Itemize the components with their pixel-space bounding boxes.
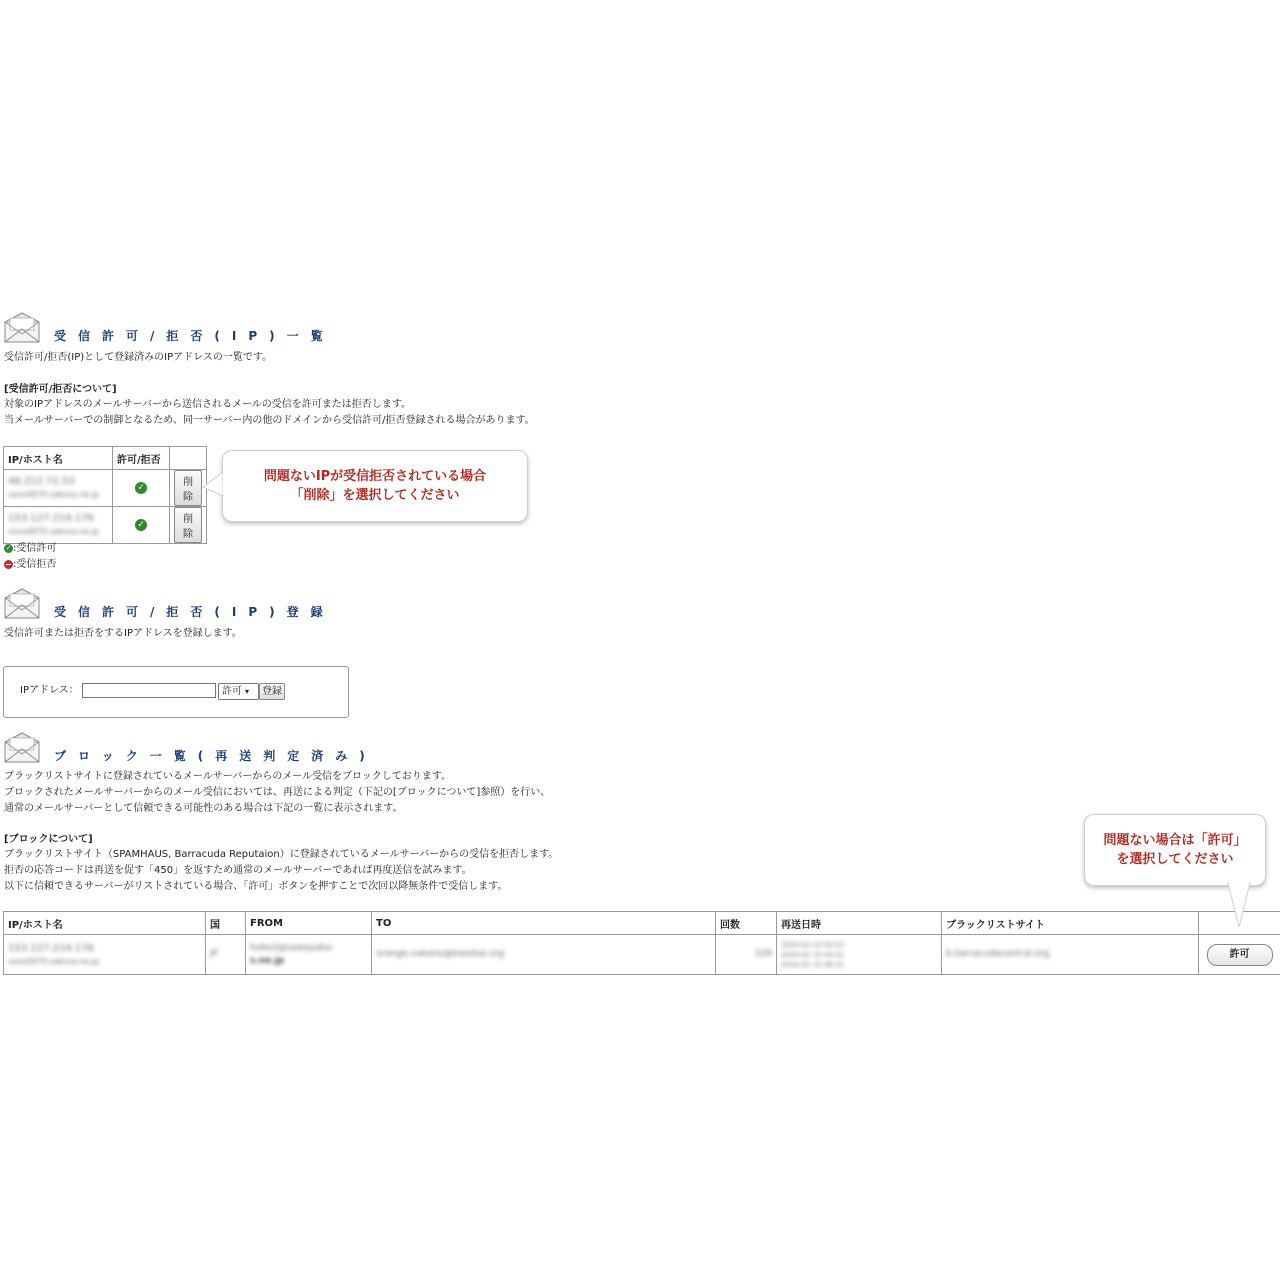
table-row [4, 935, 1280, 975]
legend-allow: ✓ :受信許可 [5, 543, 57, 554]
ip-list-table [3, 446, 207, 544]
delete-button[interactable]: 削除 [174, 470, 202, 506]
section2-description: 受信許可または拒否をするIPアドレスを登録します。 [4, 628, 242, 639]
action-cell [170, 507, 207, 544]
callout-pointer [1226, 881, 1254, 931]
col-to-header: TO [372, 912, 716, 935]
ip-cell [4, 470, 113, 507]
table-row [4, 470, 207, 507]
table-header-row [4, 912, 1280, 935]
host-text: xxxx0070.sakura.ne.jp [8, 490, 99, 499]
check-icon: ✓ [135, 519, 147, 531]
col-from-header: FROM [246, 912, 372, 935]
col-resend-header: 再送日時 [777, 912, 942, 935]
ip-text: 46.212.72.53 [8, 476, 75, 487]
table-header-row [4, 447, 207, 470]
col-action-header [170, 447, 207, 470]
host-text: xxxx0070.sakura.ne.jp [8, 527, 99, 536]
envelope-icon [4, 732, 40, 764]
resend-cell: 2024-01-14 03:22 2024-01-15 04:22 2024-01-15 06:31 [777, 935, 942, 975]
section3-header [4, 728, 377, 764]
ip-text: 153.127.214.176 [8, 942, 94, 954]
section3-about-line2: 拒否の応答コードは再送を促す「450」を返すため通常のメールサーバーであれば再度送信を試みます。 [4, 865, 472, 876]
col-ip-header: IP/ホスト名 [4, 912, 206, 935]
from-cell: hoko2@sawayaka- s.ne.jp [246, 935, 372, 975]
status-cell [113, 507, 170, 544]
section1-about-line1: 対象のIPアドレスのメールサーバーから送信されるメールの受信を許可または拒否します。 [4, 399, 411, 410]
legend-deny: :受信拒否 [4, 557, 56, 573]
section3-about-line3: 以下に信頼できるサーバーがリストされている場合、「許可」ボタンを押すことで次回以降無条件で受信します。 [4, 881, 508, 892]
allow-callout [1084, 814, 1266, 886]
col-status-header: 許可/拒否 [113, 447, 170, 470]
callout-line1: 問題ないIPが受信拒否されている場合 [263, 469, 487, 484]
action-cell [170, 470, 207, 507]
status-cell [113, 470, 170, 507]
section1-header [4, 308, 335, 344]
host-text: xxxx0070.sakura.ne.jp [8, 956, 99, 966]
col-country-header: 国 [206, 912, 246, 935]
delete-button[interactable]: 削除 [174, 507, 202, 543]
section3-title: ブロック一覧(再送判定済み) [54, 749, 377, 763]
section1-about-line2: 当メールサーバーでの制御となるため、同一サーバー内の他のドメインから受信許可/拒否登録される場合があります。 [4, 415, 535, 426]
section1-title: 受信許可/拒否(IP)一覧 [54, 329, 335, 343]
to-cell: orange.nakano@kasekai.org [372, 935, 716, 975]
envelope-icon [4, 312, 40, 344]
country-cell: JP [206, 935, 246, 975]
callout-line2: を選択してください [1116, 852, 1234, 867]
block-list-table [3, 911, 1280, 975]
ip-cell [4, 507, 113, 544]
action-cell [1199, 935, 1280, 975]
ip-register-form [3, 666, 349, 718]
register-button[interactable]: 登録 [259, 683, 285, 700]
section3-about-line1: ブラックリストサイト（SPAMHAUS, Barracuda Reputaion）に登録されているメールサーバーからの受信を拒否します。 [4, 849, 559, 860]
section1-description: 受信許可/拒否(IP)として登録済みのIPアドレスの一覧です。 [4, 352, 273, 363]
callout-pointer [202, 470, 226, 500]
section3-about-heading: [ブロックについて] [4, 834, 93, 845]
section2-title: 受信許可/拒否(IP)登録 [54, 605, 335, 619]
callout-line1: 問題ない場合は「許可」 [1103, 833, 1247, 848]
chevron-down-icon: ▾ [245, 687, 250, 696]
envelope-icon [4, 588, 40, 620]
permission-select[interactable] [218, 683, 259, 700]
section3-desc-line1: ブラックリストサイトに登録されているメールサーバーからのメール受信をブロックしております。 [4, 771, 451, 782]
deny-legend-icon [4, 560, 13, 569]
delete-callout [222, 450, 528, 522]
section2-header [4, 584, 335, 620]
ip-address-input[interactable] [82, 683, 216, 698]
blacklist-cell: b.barracudacentral.org [942, 935, 1199, 975]
table-row [4, 507, 207, 544]
allow-button[interactable]: 許可 [1207, 944, 1273, 966]
callout-line2: 「削除」を選択してください [290, 488, 460, 503]
check-icon: ✓ [135, 482, 147, 494]
ip-cell [4, 935, 206, 975]
section1-about-heading: [受信許可/拒否について] [4, 384, 117, 395]
col-count-header: 回数 [716, 912, 777, 935]
ip-address-label: IPアドレス： [20, 685, 79, 696]
section3-desc-line3: 通常のメールサーバーとして信頼できる可能性のある場合は下記の一覧に表示されます。 [4, 803, 403, 814]
col-blacklist-header: ブラックリストサイト [942, 912, 1199, 935]
count-cell: 229 [716, 935, 777, 975]
permission-select-value: 許可 [222, 686, 242, 697]
allow-legend-icon: ✓ [5, 543, 12, 552]
col-ip-header: IP/ホスト名 [4, 447, 113, 470]
section3-desc-line2: ブロックされたメールサーバーからのメール受信においては、再送による判定（下記の[ブロックについて]参照）を行い、 [4, 787, 551, 798]
ip-text: 153.127.214.176 [8, 513, 94, 524]
